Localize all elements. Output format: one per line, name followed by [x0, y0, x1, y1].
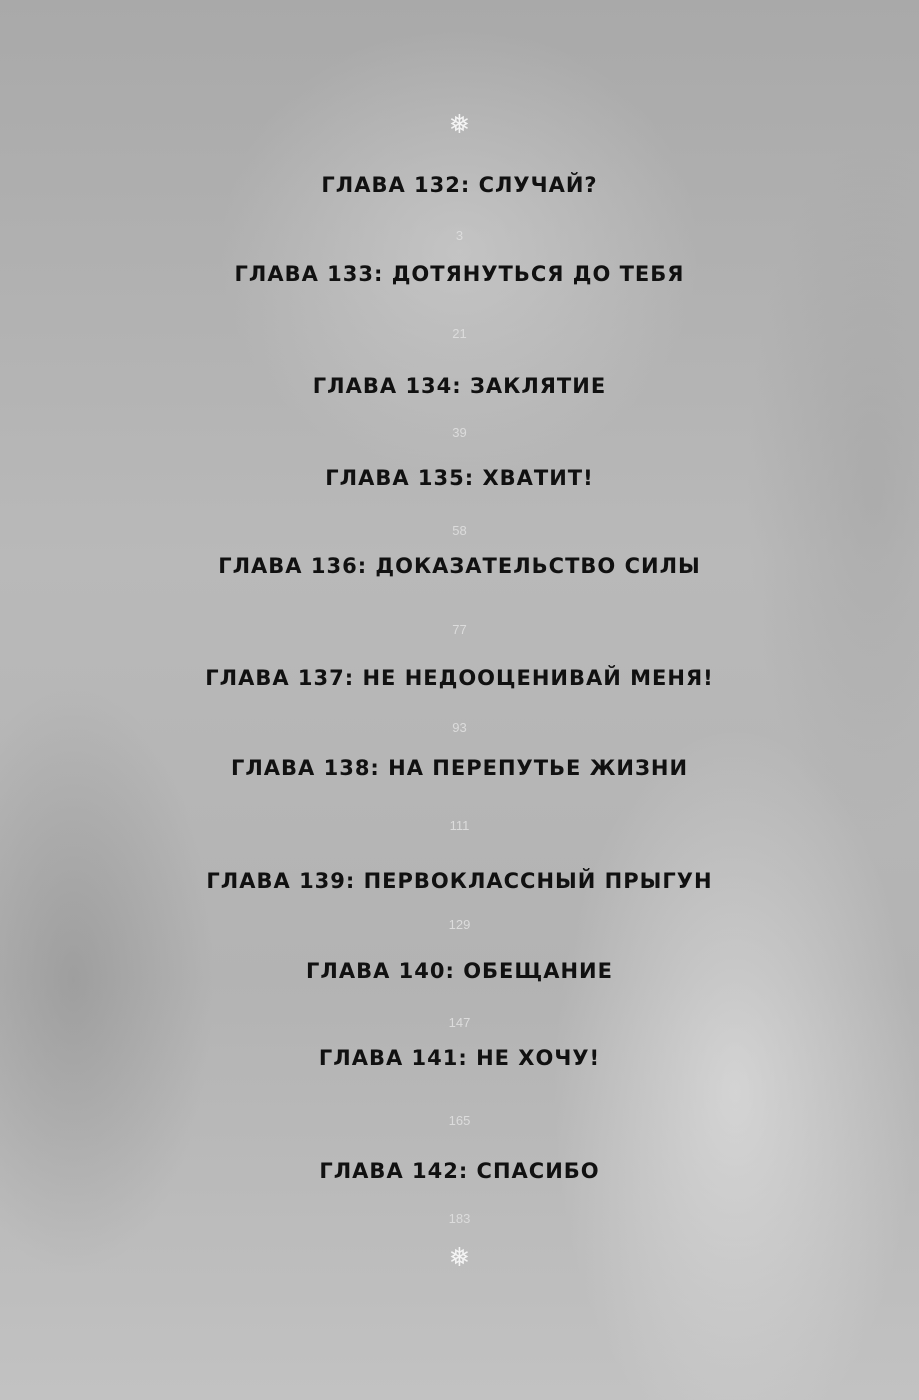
chapter-title: ГЛАВА 140: ОБЕЩАНИЕ: [306, 959, 613, 983]
chapter-title: ГЛАВА 138: НА ПЕРЕПУТЬЕ ЖИЗНИ: [230, 756, 689, 780]
chapter-page-number: 21: [452, 326, 467, 341]
chapter-title: ГЛАВА 132: СЛУЧАЙ?: [321, 173, 598, 197]
chapter-page-number: 165: [448, 1113, 471, 1128]
chapter-page-number: 77: [452, 622, 467, 637]
chapter-page-number: 3: [455, 228, 464, 243]
chapter-page-number: 147: [448, 1015, 471, 1030]
chapter-title: ГЛАВА 133: ДОТЯНУТЬСЯ ДО ТЕБЯ: [234, 262, 685, 286]
chapter-page-number: 93: [452, 720, 467, 735]
chapter-title: ГЛАВА 139: ПЕРВОКЛАССНЫЙ ПРЫГУН: [206, 869, 713, 893]
chapter-page-number: 39: [452, 425, 467, 440]
chapter-title: ГЛАВА 134: ЗАКЛЯТИЕ: [312, 374, 607, 398]
chapter-title: ГЛАВА 141: НЕ ХОЧУ!: [318, 1046, 601, 1070]
chapter-page-number: 183: [448, 1211, 471, 1226]
chapter-title: ГЛАВА 135: ХВАТИТ!: [325, 466, 594, 490]
chapter-page-number: 111: [449, 818, 470, 833]
chapter-title: ГЛАВА 136: ДОКАЗАТЕЛЬСТВО СИЛЫ: [218, 554, 701, 578]
chapter-title: ГЛАВА 142: СПАСИБО: [319, 1159, 600, 1183]
snowflake-ornament-icon: ❅: [448, 1243, 471, 1273]
chapter-page-number: 58: [452, 523, 467, 538]
chapter-title: ГЛАВА 137: НЕ НЕДООЦЕНИВАЙ МЕНЯ!: [205, 666, 714, 690]
snowflake-ornament-icon: ❅: [448, 110, 471, 140]
chapter-page-number: 129: [448, 917, 471, 932]
